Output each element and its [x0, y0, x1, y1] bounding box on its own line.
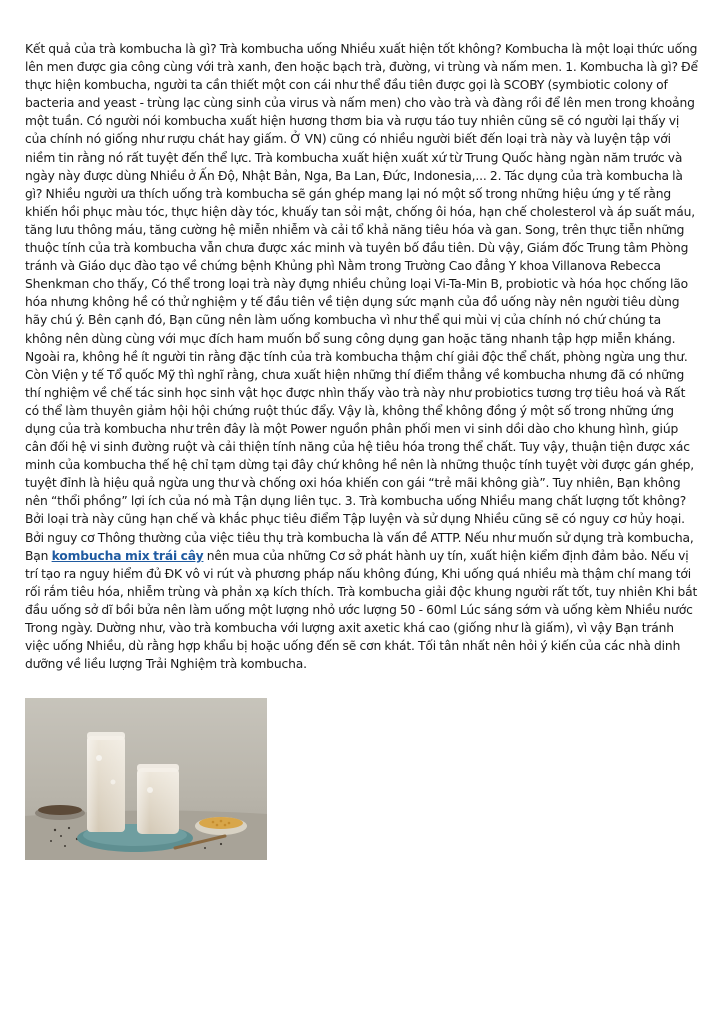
kombucha-mix-link[interactable]: kombucha mix trái cây [51, 548, 204, 563]
article-text-part-2: nên mua của những Cơ sở phát hành uy tín, xuất hiện kiểm định đảm bảo. Nếu vị trí tạo ra nguy hiểm đủ ĐK vô vi rút và phương pháp nấu không đúng, Khi uống quá nhiều mà thậm chí mang tới rối rắm tiêu hóa, nhiễm trùng và phản xạ kích thích. Trà kombucha giải độc khung người rất tốt, tuy nhiên Khi bắt đầu uống sở dĩ bồi bửa nên làm uống một lượng nhỏ ước lượng 50 - 60ml Lúc sáng sớm và uống kèm Nhiều nước Trong ngày. Dường như, vào trà kombucha với lượng axit axetic khá cao (giống như là giấm), vì vậy Bạn tránh việc uống Nhiều, dù rằng hợp khẩu bị hoặc uống đến sẽ cơn khát. Tối tân nhất nên hỏi ý kiến của các nhà dinh dưỡng về liều lượng Trải Nghiệm trà kombucha. [25, 548, 698, 672]
article-body [25, 40, 699, 673]
article-text-part-1: Kết quả của trà kombucha là gì? Trà kombucha uống Nhiều xuất hiện tốt không? Kombucha là một loại thức uống lên men được gia công cùng với trà xanh, đen hoặc bạch trà, đường, vi trùng và nấm men. 1. Kombucha là gì? Để thực hiện kombucha, người ta cần thiết một con cái như thể đầu tiên được gọi là SCOBY (symbiotic colony of bacteria and yeast - trùng lạc cùng sinh của virus và nấm men) cho vào trà và đàng rồi để lên men trong khoảng một tuần. Có người nói kombucha xuất hiện hương thơm bia và rượu táo tuy nhiên cũng sẽ có người lại thấy vị của chính nó giống như rượu chát hay giấm. Ở VN) cũng có nhiều người biết đến loại trà này và luyện tập với niềm tin rằng nó rất tuyệt đến thể lực. Trà kombucha xuất hiện xuất xứ từ Trung Quốc hàng ngàn năm trước và ngày này được dùng Nhiều ở Ấn Độ, Nhật Bản, Nga, Ba Lan, Đức, Indonesia,... 2. Tác dụng của trà kombucha là gì? Nhiều người ưa thích uống trà kombucha sẽ gán ghép mang lại nó một số trong những hiệu ứng y tế rằng khiến hồi phục màu tóc, thực hiện dày tóc, khuấy tan sỏi mật, chống ôi hóa, hạn chế cholesterol và áp suất máu, tăng lưu thông máu, tăng cường hệ miễn nhiễm và cải tổ khả năng tiêu hóa và gan. Song, trên thực tiễn những thuộc tính của trà kombucha vẫn chưa được xác minh và tuyên bố đầu tiên. Dù vậy, Giám đốc Trung tâm Phòng tránh và Giáo dục đào tạo về chứng bệnh Khủng phì Nằm trong Trường Cao đẳng Y khoa Villanova Rebecca Shenkman cho thấy, Có thể trong loại trà này đựng nhiều chủng loại Vi-Ta-Min B, probiotic và hóa học chống lão hóa nhưng không hề có thử nghiệm y tế đầu tiên về tiện dụng sức mạnh của đồ uống này nên người tiêu dùng hãy chú ý. Bên cạnh đó, Bạn cũng nên làm uống kombucha vì như thể qui mùi vị của chính nó chứ chúng ta không nên dùng cùng với mục đích ham muốn bổ sung công dụng gan hoặc tăng nhanh tập hợp miễn kháng. Ngoài ra, không hề ít người tin rằng đặc tính của trà kombucha thậm chí giải độc thể chất, phòng ngừa ung thư. Còn Viện y tế Tổ quốc Mỹ thì nghĩ rằng, chưa xuất hiện những thí điểm thẳng về kombucha nhưng đã có những thí nghiệm về chế tác sinh học sinh vật học được nhìn thấy vào trà này như probiotics tương trợ tiêu hoá và Rất có thể làm thuyên giảm hội hội chứng ruột thúc đẩy. Vậy là, không thể không đồng ý một số trong những ứng dụng của trà kombucha như trên đây là một Power nguồn phân phối men vi sinh dồi dào cho khung hình, giúp cân đối hệ vi sinh đường ruột và cải thiện tính năng của hệ tiêu hóa trong thể chất. Tuy vậy, thuận tiện được xác minh của kombucha thế hệ chỉ tạm dừng tại đây chứ không hề nên là những thuộc tính tuyệt vời được gán ghép, tuyệt đỉnh là hiệu quả ngừa ung thư và chống oxi hóa khiến con gái “trẻ mãi không già”. Tuy nhiên, Bạn không nên “thổi phồng” lợi ích của nó mà Tận dụng liên tục. 3. Trà kombucha uống Nhiều mang chất lượng tốt không? Bởi loại trà này cũng hạn chế và khắc phục tiêu điểm Tập luyện và sử dụng Nhiều cũng sẽ có nguy cơ hủy hoại. Bởi nguy cơ Thông thường của việc tiêu thụ trà kombucha là vấn đề ATTP. Nếu như muốn sử dụng trà kombucha, Bạn [25, 42, 698, 563]
kombucha-drinks-photo [25, 698, 267, 860]
